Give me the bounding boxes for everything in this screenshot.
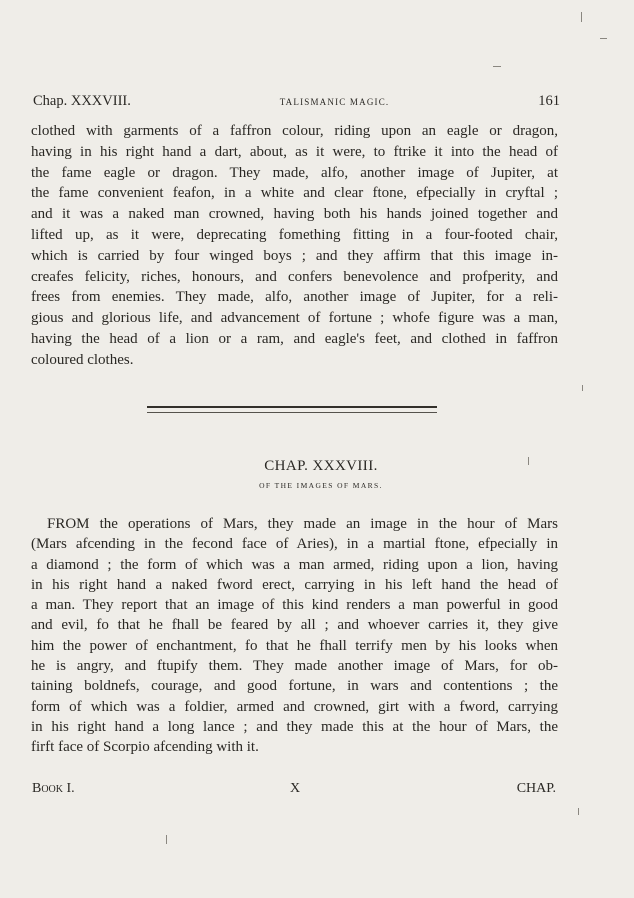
text-line: in his right hand a naked fword erect, carrying in his left hand the head of <box>31 576 558 593</box>
text-line: creafes felicity, riches, honours, and confers benevolence and profperity, and <box>31 268 558 285</box>
text-line: the fame convenient feafon, in a white and clear ftone, efpecially in cryftal ; <box>31 185 558 202</box>
page-footer <box>32 781 556 797</box>
text-line: a diamond ; the form of which was a man armed, riding upon a lion, having <box>31 556 558 573</box>
page-number: 161 <box>538 93 560 109</box>
text-line: FROM the operations of Mars, they made an image in the hour of Mars <box>47 516 558 532</box>
paper-speck <box>166 835 167 844</box>
running-head-chapter: Chap. XXXVIII. <box>33 93 131 109</box>
chapter-subtitle: OF THE IMAGES OF MARS. <box>259 481 383 490</box>
text-line: in his right hand a long lance ; and they made this at the hour of Mars, the <box>31 718 558 735</box>
book-label: Book I. <box>32 781 75 796</box>
running-head <box>33 93 560 110</box>
chapter-paragraph <box>31 514 558 758</box>
text-line: a man. They report that an image of this kind renders a man powerful in good <box>31 597 558 614</box>
text-line: taining boldnefs, courage, and good fortune, in wars and contentions ; the <box>31 678 558 695</box>
text-line: coloured clothes. <box>31 351 134 368</box>
text-line: and evil, fo that he fhall be feared by all ; and whoever carries it, they give <box>31 617 558 634</box>
text-line: which is carried by four winged boys ; and they affirm that this image in- <box>31 247 558 264</box>
text-line: gious and glorious life, and advancement of fortune ; whofe figure was a man, <box>31 310 558 327</box>
text-line: having the head of a lion or a ram, and eagle's feet, and clothed in faffron <box>31 330 558 347</box>
text-line: (Mars afcending in the fecond face of Aries), in a martial ftone, efpecially in <box>31 536 558 553</box>
text-line: frees from enemies. They made, alfo, another image of Jupiter, for a reli- <box>31 289 558 306</box>
paper-speck <box>581 12 582 22</box>
running-head-title: TALISMANIC MAGIC. <box>279 97 390 107</box>
text-line: clothed with garments of a faffron colour, riding upon an eagle or dragon, <box>31 123 558 139</box>
paper-speck <box>528 457 529 465</box>
paragraph-continued <box>31 121 558 371</box>
chapter-divider-rule <box>147 406 437 413</box>
text-line: form of which was a foldier, armed and crowned, girt with a fword, carrying <box>31 698 558 715</box>
paper-speck <box>493 66 501 67</box>
catchword: CHAP. <box>516 781 556 796</box>
chapter-title: CHAP. XXXVIII. <box>264 458 378 474</box>
text-line: firft face of Scorpio afcending with it. <box>31 739 259 756</box>
signature-mark: X <box>290 781 301 796</box>
paper-speck <box>600 38 607 39</box>
text-line: he is angry, and ftupify them. They made another image of Mars, for ob- <box>31 658 558 675</box>
text-line: lifted up, as it were, deprecating fomething fitting in a four-footed chair, <box>31 226 558 243</box>
text-line: and it was a naked man crowned, having both his hands joined together and <box>31 206 558 223</box>
paper-speck <box>578 808 579 815</box>
text-line: the fame eagle or dragon. They made, alfo, another image of Jupiter, at <box>31 164 558 181</box>
paper-speck <box>582 385 583 391</box>
text-line: him the power of enchantment, fo that he fhall terrify men by his looks when <box>31 637 558 654</box>
text-line: having in his right hand a dart, about, as it were, to ftrike it into the head of <box>31 143 558 160</box>
